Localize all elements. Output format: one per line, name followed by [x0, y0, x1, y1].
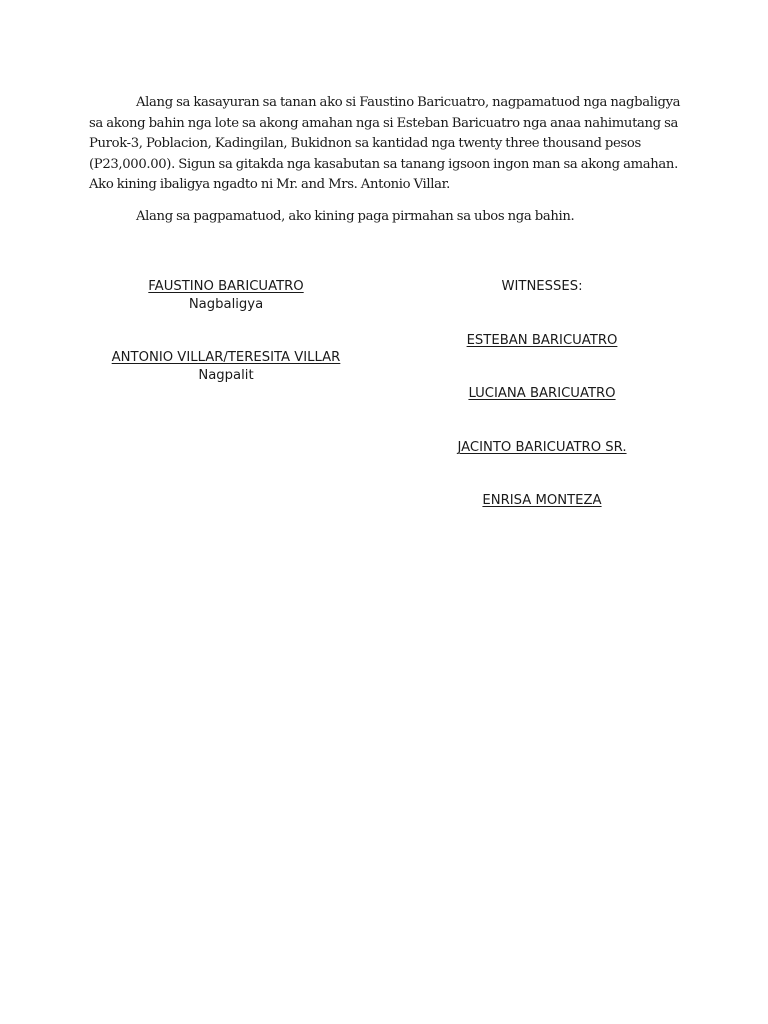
- witness-signature-name: ENRISA MONTEZA: [482, 493, 602, 508]
- seller-signature-name: FAUSTINO BARICUATRO: [148, 279, 304, 294]
- seller-role-label: Nagbaligya: [188, 297, 264, 312]
- body-paragraph-declaration: Alang sa kasayuran sa tanan ako si Faustino Baricuatro, nagpamatuod nga nagbaligya sa akong bahin nga lote sa akong amahan nga si Esteban Baricuatro nga anaa nahimutang sa Purok-3, Poblacion, Kadingilan, Bukidnon sa kantidad nga twenty three thousand pesos (P23,000.00). Sigun sa gitakda nga kasabutan sa tanang igsoon ingon man sa akong amahan. Ako kining ibaligya ngadto ni Mr. and Mrs. Antonio Villar.: [89, 95, 681, 193]
- buyer-role-label: Nagpalit: [198, 368, 254, 383]
- witness-signature-name: ESTEBAN BARICUATRO: [466, 333, 618, 348]
- witness-signature-name: JACINTO BARICUATRO SR.: [457, 440, 627, 455]
- buyer-signature-name: ANTONIO VILLAR/TERESITA VILLAR: [111, 350, 341, 365]
- witnesses-heading: WITNESSES:: [501, 279, 583, 294]
- body-paragraph-attestation: Alang sa pagpamatuod, ako kining paga pirmahan sa ubos nga bahin.: [136, 209, 575, 224]
- witness-signature-name: LUCIANA BARICUATRO: [468, 386, 616, 401]
